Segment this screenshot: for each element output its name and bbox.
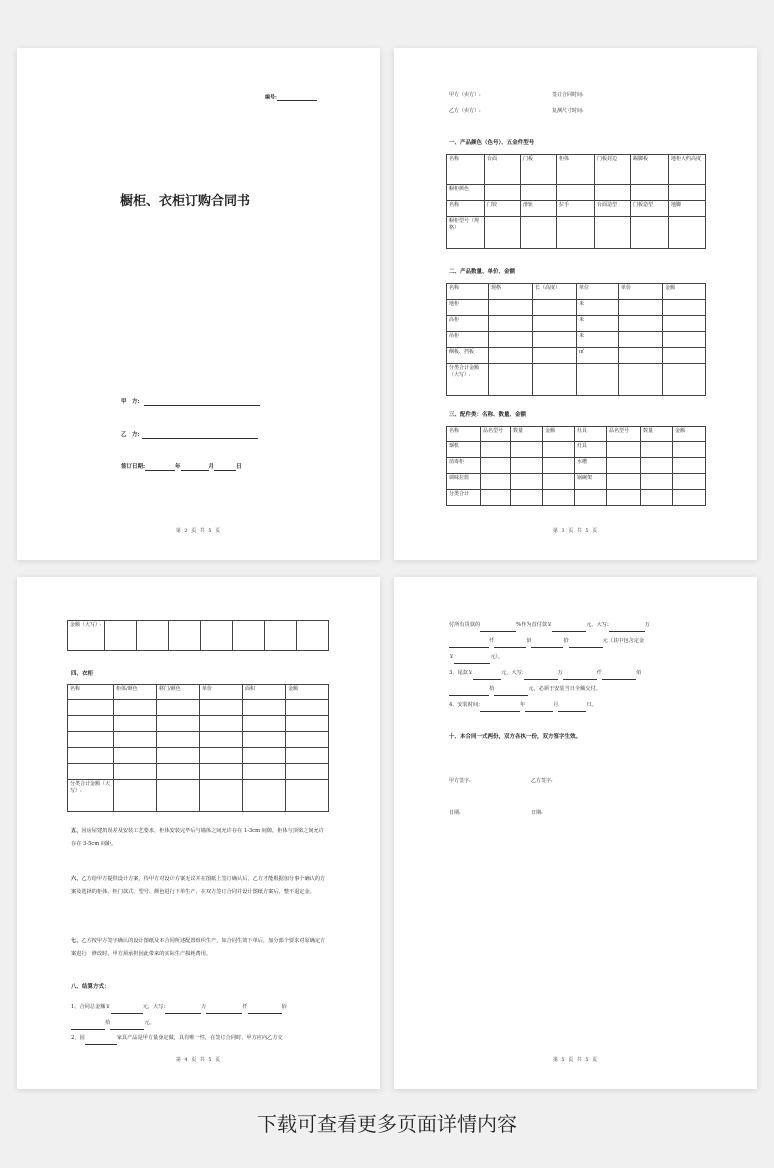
table-header: 单位 xyxy=(577,284,619,300)
table-header: 名称 xyxy=(447,427,481,442)
install-time-line: 4、安装时间: 年 月 日。 xyxy=(449,699,597,712)
party-a-signature: 甲方签字: xyxy=(449,778,471,784)
table-header: 金额 xyxy=(663,284,706,300)
table-row xyxy=(68,700,329,716)
table-header: 单价 xyxy=(200,685,243,700)
table-cell: 地脚 xyxy=(669,201,706,217)
party-a-line: 甲 方: xyxy=(121,399,260,406)
table-cell: 门板造型 xyxy=(631,201,669,217)
contract-page-3 xyxy=(394,48,757,560)
party-a-seller: 甲方（卖方）: xyxy=(449,92,481,98)
table-header: 灶具 xyxy=(575,427,607,442)
amount-capital-table xyxy=(67,620,329,651)
page-footer: 第 5 页 共 5 页 xyxy=(552,1057,599,1063)
page-footer: 第 4 页 共 5 页 xyxy=(175,1057,222,1063)
party-b-signature: 乙方签字: xyxy=(531,778,553,784)
section-3-heading: 三、配件类：名称、数量、金额 xyxy=(449,412,527,418)
table-cell: 名称 xyxy=(447,155,485,185)
contract-title: 橱柜、衣柜订购合同书 xyxy=(120,194,251,209)
payment-line-1: 付所有货款的 %作为首付款￥ 元，大写: 万 xyxy=(449,619,650,632)
settlement-line-1b: 拾 元。 xyxy=(71,1017,331,1030)
clause-7: 七、乙方按甲方签字确认的设计图纸及本合同所述配置组织生产，如合同生效下单后，加分部个要求对原确定方案进行 修改时，甲方须承担因此带来的实际生产损耗费用。 xyxy=(71,938,326,957)
table-header: 柜体/颜色 xyxy=(114,685,157,700)
table-header: 金额 xyxy=(543,427,575,442)
table-row: 分类合计 xyxy=(447,490,706,506)
section-2-heading: 二、产品数量、单价、金额 xyxy=(449,269,516,275)
settlement-line-1: 1、合同总金额￥ 元，大写: 万 仟 佰 xyxy=(71,1001,331,1014)
table-row xyxy=(68,748,329,764)
table-cell: 门板 xyxy=(521,155,557,185)
table-cell: 门板封边 xyxy=(595,155,631,185)
download-caption: 下载可查看更多页面详情内容 xyxy=(257,1112,517,1136)
table-header: 面积 xyxy=(243,685,286,700)
wardrobe-table xyxy=(67,684,329,812)
table-cell: 踢脚板 xyxy=(631,155,669,185)
section-1-heading: 一、产品颜色（色号）、五金件型号 xyxy=(449,140,535,146)
contract-cover-page xyxy=(17,48,380,560)
table-header: 长（高度） xyxy=(533,284,577,300)
table-header: 数量 xyxy=(511,427,543,442)
payment-line-2: 仟 佰 拾 元（其中包含定金 xyxy=(449,635,644,648)
page-footer: 第 3 页 共 5 页 xyxy=(552,528,599,534)
table-cell: 台面造型 xyxy=(595,201,631,217)
table-header: 金额 xyxy=(673,427,706,442)
contract-page-4 xyxy=(17,577,380,1089)
table-row: 吊柜 米 xyxy=(447,332,706,348)
payment-line-4: 3、尾款￥ 元，大写: 万 仟 佰 xyxy=(449,667,641,680)
table-row: 调味拉篮 锅碗架 xyxy=(447,474,706,490)
measure-time: 复测尺寸时间: xyxy=(552,108,584,114)
contract-time: 签订合同时间: xyxy=(552,92,584,98)
table-row xyxy=(68,716,329,732)
table-cell: 门铰 xyxy=(485,201,521,217)
table-header: 品名型号 xyxy=(607,427,641,442)
table-row xyxy=(68,764,329,780)
accessories-table xyxy=(446,426,706,506)
section-8-heading: 八、结算方式： xyxy=(71,984,110,990)
table-header: 数量 xyxy=(641,427,673,442)
clause-6: 六、乙方给甲方提供设计方案，待甲方对设计方案无议并在图纸上签订确认后，乙方才能根据加分事个确认的方案及选择的柜体、柜门款式、型号、颜色进行下单生产，在双方签订合同并设计图纸方案后，整不退定金。 xyxy=(71,876,326,895)
table-row: 消毒柜 水槽 xyxy=(447,458,706,474)
table-row: 分类合计金额（大写）: xyxy=(68,780,329,812)
contract-page-5 xyxy=(394,577,757,1089)
table-header: 单价 xyxy=(619,284,663,300)
table-cell: 柜体 xyxy=(557,155,595,185)
sign-date-line: 签订日期: 年 月 日 xyxy=(121,464,242,470)
serial-number: 编号: xyxy=(265,94,317,101)
settlement-line-2: 2、园 家具产品是甲方量身定做，具有唯一性，在签订合同时，甲方应向乙方交 xyxy=(71,1032,331,1045)
party-b-date: 日期: xyxy=(531,810,543,816)
table-cell: 台面 xyxy=(485,155,521,185)
clause-5: 五、因房屋建筑误差及安装工艺要求，柜体安装完毕后与墙体之间允许存在 1-3cm 间隙，柜体与顶梁之间允许存在 3-5cm 间距。 xyxy=(71,828,324,847)
party-b-seller: 乙方（卖方）: xyxy=(449,108,481,114)
table-header: 规格 xyxy=(489,284,533,300)
quantity-price-table xyxy=(446,283,706,396)
page-footer: 第 2 页 共 5 页 xyxy=(175,528,222,534)
table-header: 金额 xyxy=(286,685,329,700)
party-a-date: 日期: xyxy=(449,810,461,816)
table-cell: 拉手 xyxy=(557,201,595,217)
payment-line-3: ￥ 元）。 xyxy=(449,651,503,664)
table-cell: 滑轨 xyxy=(521,201,557,217)
section-10-heading: 十、本合同一式两份，双方各执一份，双方签字生效。 xyxy=(449,734,582,740)
payment-line-5: 拾 元，必须于安装当日全额交付。 xyxy=(449,683,601,696)
table-cell: 地柜大约高度 xyxy=(669,155,706,185)
table-header: 名称 xyxy=(68,685,114,700)
table-row: 烟机 灶具 xyxy=(447,442,706,458)
table-row xyxy=(68,732,329,748)
table-header: 移门/颜色 xyxy=(157,685,200,700)
table-cell: 橱柜型号（规格） xyxy=(447,217,485,249)
section-4-heading: 四、衣柜 xyxy=(71,671,94,677)
table-cell: 名称 xyxy=(447,201,485,217)
table-cell: 橱柜颜色 xyxy=(447,185,485,201)
table-header: 品名型号 xyxy=(481,427,511,442)
table-header: 名称 xyxy=(447,284,489,300)
color-hardware-table xyxy=(446,154,706,249)
table-row: 侧板、挡板 ㎡ xyxy=(447,348,706,364)
table-row: 高柜 米 xyxy=(447,316,706,332)
table-row: 分类合计金额（大写）: xyxy=(447,364,706,396)
party-b-line: 乙 方: xyxy=(121,432,258,439)
table-cell: 金额（大写）: xyxy=(68,621,105,651)
table-row: 地柜 米 xyxy=(447,300,706,316)
